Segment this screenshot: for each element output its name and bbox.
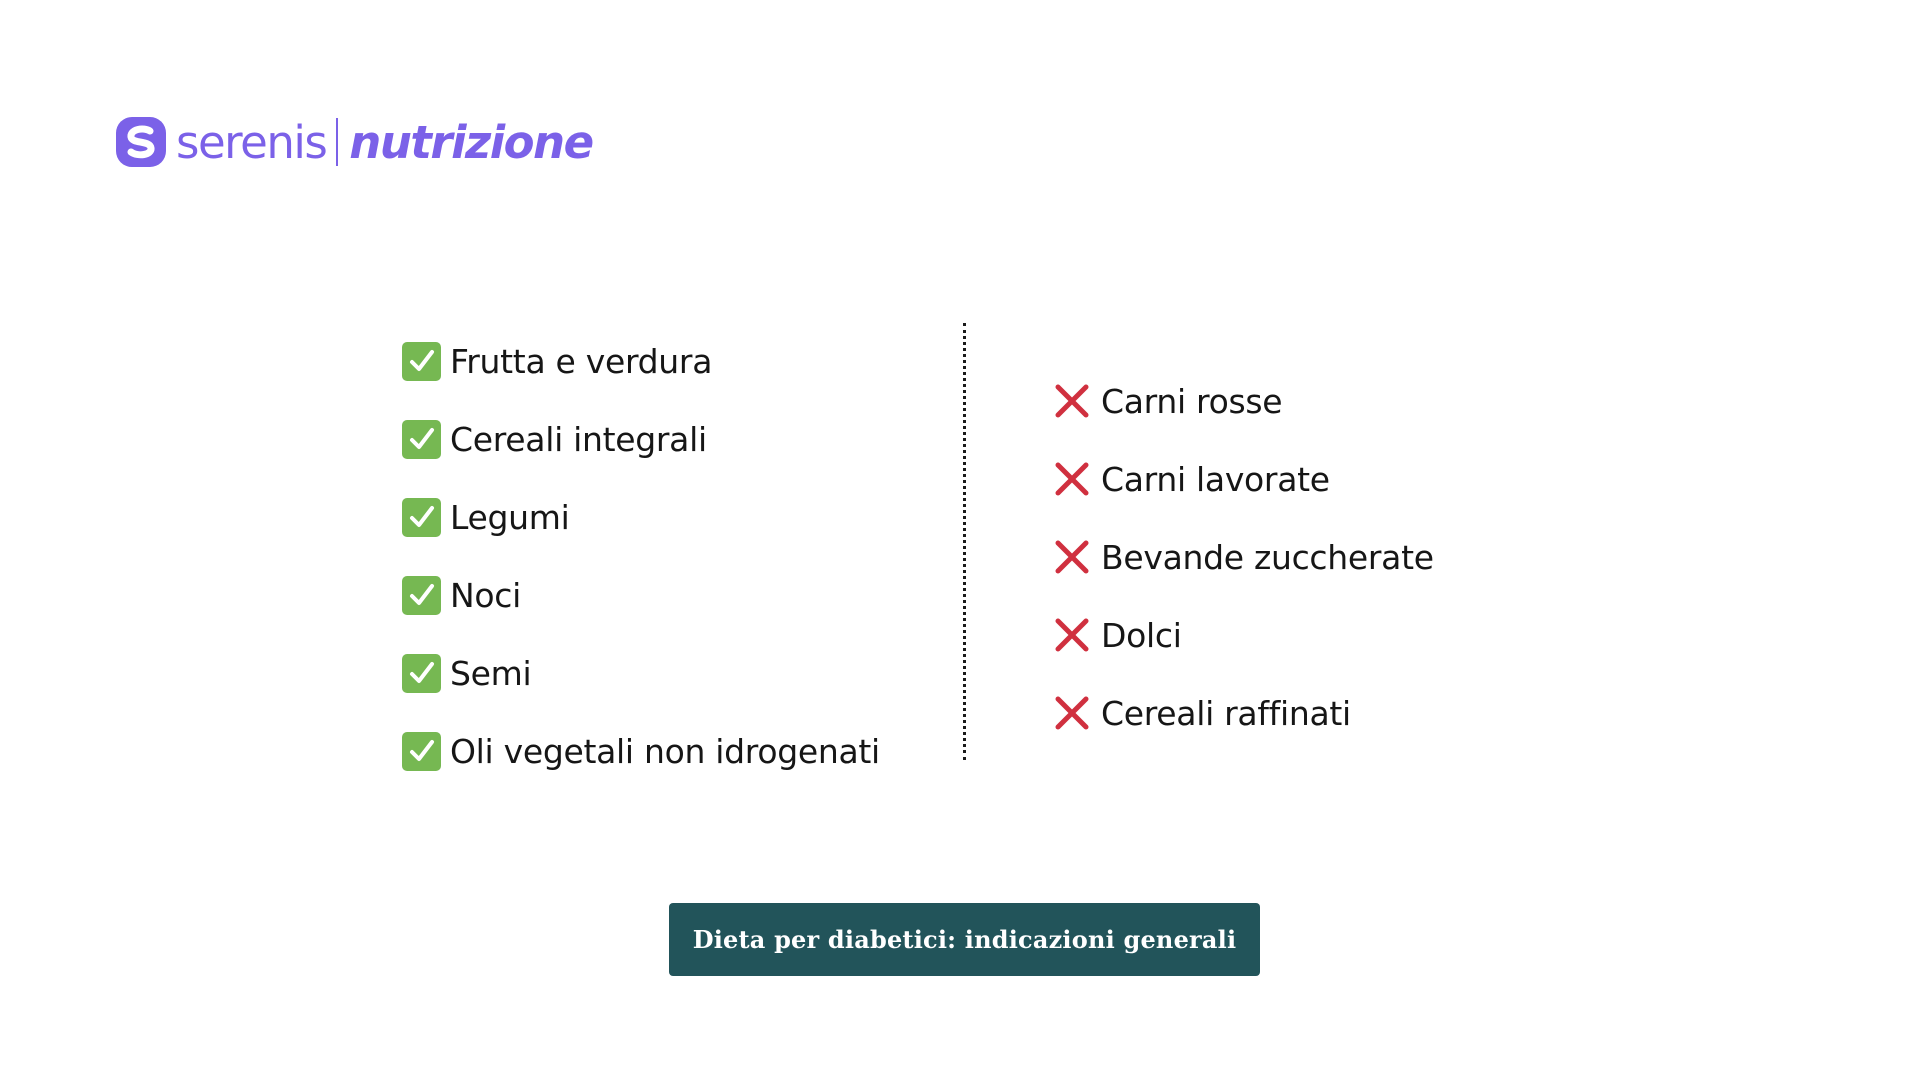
check-mark-icon [402,342,441,381]
brand-name: serenis [176,115,327,169]
recommended-foods-list [402,322,880,790]
brand-logo [116,114,593,170]
food-item-label: Oli vegetali non idrogenati [450,731,880,771]
caption-label: Dieta per diabetici: indicazioni generali [692,925,1237,954]
caption-banner [669,903,1260,976]
avoid-food-item [1052,596,1434,674]
recommended-food-item [402,478,880,556]
food-item-label: Semi [450,653,532,693]
brand-divider [336,118,338,166]
recommended-food-item [402,400,880,478]
food-item-label: Carni lavorate [1101,459,1330,499]
column-divider [963,323,966,760]
avoid-food-item [1052,362,1434,440]
food-item-label: Frutta e verdura [450,341,713,381]
cross-mark-icon [1052,615,1092,655]
check-mark-icon [402,654,441,693]
check-mark-icon [402,732,441,771]
check-mark-icon [402,576,441,615]
recommended-food-item [402,556,880,634]
cross-mark-icon [1052,381,1092,421]
food-item-label: Dolci [1101,615,1182,655]
cross-mark-icon [1052,459,1092,499]
foods-to-avoid-list [1052,362,1434,752]
check-mark-icon [402,420,441,459]
food-item-label: Legumi [450,497,570,537]
avoid-food-item [1052,674,1434,752]
serenis-s-logo-icon [116,117,166,167]
food-item-label: Noci [450,575,521,615]
cross-mark-icon [1052,693,1092,733]
food-item-label: Cereali raffinati [1101,693,1351,733]
food-item-label: Cereali integrali [450,419,707,459]
food-item-label: Carni rosse [1101,381,1283,421]
brand-subtitle: nutrizione [349,115,593,169]
recommended-food-item [402,322,880,400]
avoid-food-item [1052,440,1434,518]
food-item-label: Bevande zuccherate [1101,537,1434,577]
recommended-food-item [402,634,880,712]
check-mark-icon [402,498,441,537]
recommended-food-item [402,712,880,790]
avoid-food-item [1052,518,1434,596]
cross-mark-icon [1052,537,1092,577]
